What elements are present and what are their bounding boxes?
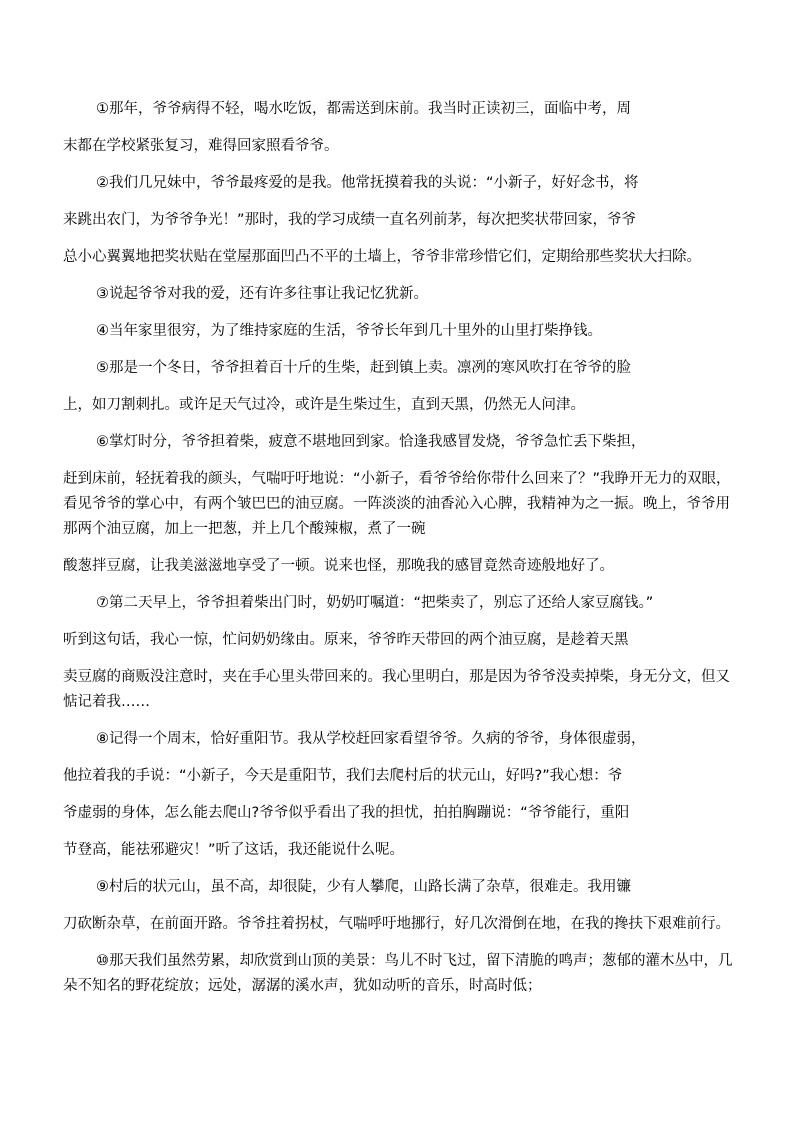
text-line: ⑨村后的状元山，虽不高，却很陡，少有人攀爬，山路长满了杂草，很难走。我用镰 [96, 879, 631, 895]
text-line: ②我们几兄妹中，爷爷最疼爱的是我。他常抚摸着我的头说：“小新子，好好念书，将 [96, 175, 639, 191]
text-line: ⑦第二天早上，爷爷担着柴出门时，奶奶叮嘱道：“把柴卖了，别忘了还给人家豆腐钱。” [96, 595, 654, 611]
text-line: 听到这句话，我心一惊，忙问奶奶缘由。原来，爷爷昨天带回的两个油豆腐，是趁着天黑 [63, 632, 629, 648]
text-line: 看见爷爷的掌心中，有两个皱巴巴的油豆腐。一阵淡淡的油香沁入心脾，我精神为之一振。晚上，爷爷用 [63, 496, 730, 512]
text-line: ⑧记得一个周末，恰好重阳节。我从学校赶回家看望爷爷。久病的爷爷，身体很虚弱， [96, 731, 646, 747]
text-line: ④当年家里很穷，为了维持家庭的生活，爷爷长年到几十里外的山里打柴挣钱。 [96, 323, 602, 339]
text-line: ①那年，爷爷病得不轻，喝水吃饭，都需送到床前。我当时正读初三，面临中考，周 [96, 101, 631, 117]
text-line: 卖豆腐的商贩没注意时，夹在手心里头带回来的。我心里明白，那是因为爷爷没卖掉柴，身无分文，但又 [63, 669, 730, 685]
text-line: ③说起爷爷对我的爱，还有许多往事让我记忆犹新。 [96, 286, 428, 302]
text-line: 上，如刀割刺扎。或许足天气过冷，或许是生柴过生，直到天黑，仍然无人问津。 [63, 397, 585, 413]
text-line: 爷虚弱的身体，怎么能去爬山?爷爷似乎看出了我的担忧，拍拍胸蹦说：“爷爷能行，重阳 [63, 805, 630, 821]
text-line: 来跳出农门，为爷爷争光！”那时，我的学习成绩一直名列前茅，每次把奖状带回家，爷爷 [63, 212, 637, 228]
text-line: 朵不知名的野花绽放；远处，潺潺的溪水声，犹如动听的音乐，时高时低； [63, 978, 542, 994]
text-line: 末都在学校紧张复习，难得回家照看爷爷。 [63, 138, 339, 154]
text-line: 刀砍断杂草，在前面开路。爷爷拄着拐杖，气喘呼吁地挪行，好几次滑倒在地，在我的搀扶下艰难前行。 [63, 916, 730, 932]
text-line: 节登高，能祛邪避灾！”听了这话，我还能说什么呢。 [63, 842, 405, 858]
text-line: ⑩那天我们虽然劳累，却欣赏到山顶的美景：鸟儿不时飞过，留下清脆的鸣声；葱郁的灌木丛中，几 [96, 953, 733, 969]
text-line: 酸葱拌豆腐，让我美滋滋地享受了一顿。说来也怪，那晚我的感冒竟然奇迹般地好了。 [63, 558, 614, 574]
text-line: ⑥掌灯时分，爷爷担着柴，疲意不堪地回到家。恰逢我感冒发烧，爷爷急忙丢下柴担， [96, 434, 646, 450]
text-line: 总小心翼翼地把奖状贴在堂屋那面凹凸不平的土墙上，爷爷非常珍惜它们，定期给那些奖状大扫除。 [63, 249, 701, 265]
passage [63, 97, 736, 999]
text-line: 赶到床前，轻抚着我的颜头，气喘吁吁地说：“小新子，看爷爷给你带什么回来了？”我睁开无力的双眼， [63, 471, 731, 487]
text-line: 他拉着我的手说：“小新子，今天是重阳节，我们去爬村后的状元山，好吗?”我心想：爷 [63, 768, 623, 784]
text-line: 那两个油豆腐，加上一把葱，并上几个酸辣椒，煮了一碗 [63, 521, 426, 537]
text-line: 惦记着我…… [63, 694, 150, 710]
text-line: ⑤那是一个冬日，爷爷担着百十斤的生柴，赶到镇上卖。凛冽的寒风吹打在爷爷的脸 [96, 360, 631, 376]
